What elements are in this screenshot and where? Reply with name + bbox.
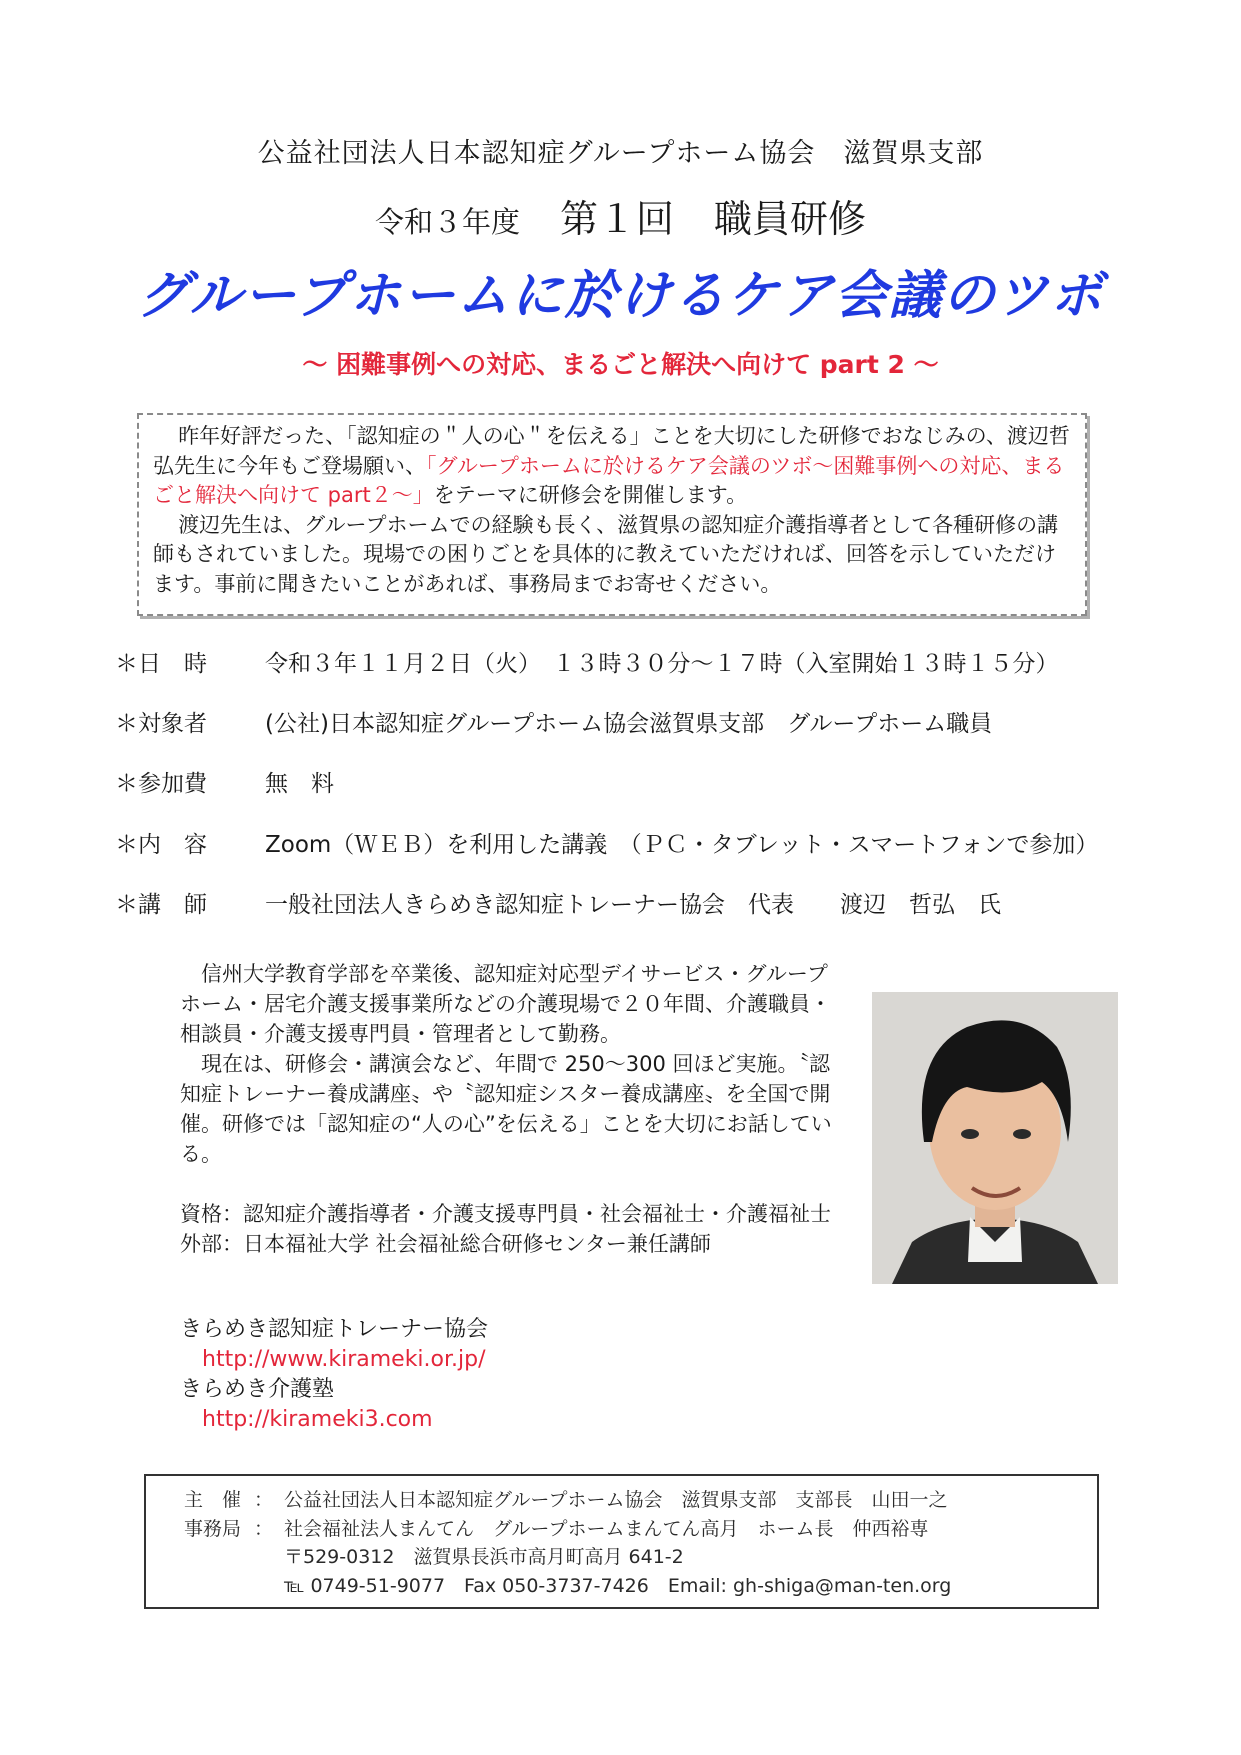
session-heading (0, 188, 1241, 243)
detail-value: 一般社団法人きらめき認知症トレーナー協会 代表 渡辺 哲弘 氏 (265, 892, 1001, 918)
footer-office-row: 事務局 ： 社会福祉法人まんてん グループホームまんてん高月 ホーム長 仲西裕専 (184, 1517, 929, 1540)
footer-address: 〒529-0312 滋賀県長浜市高月町高月 641-2 (284, 1546, 684, 1568)
contact-footer (144, 1474, 1099, 1609)
intro-theme: 「グループホームに於けるケア会議のツボ～困難事例への対応、まるごと解決へ向けて part２～」 (153, 453, 1065, 507)
event-title: グループホームに於けるケア会議のツボ (137, 266, 1104, 326)
links-section (180, 1315, 488, 1435)
bio-qualifications: 資格： 認知症介護指導者・介護支援専門員・社会福祉士・介護福祉士 (180, 1202, 831, 1226)
training-kind: 職員研修 (714, 197, 867, 241)
bio-activity: 現在は、研修会・講演会など、年間で 250～300 回ほど実施。〝認知症トレーナー養成講座〟や〝認知症シスター養成講座〟を全国で開催。研修では「認知症の“人の心”を伝える」ことを大切にお話している。 (180, 1052, 832, 1166)
bio-external: 外部： 日本福祉大学 社会福祉総合研修センター兼任講師 (180, 1232, 711, 1256)
intro-paragraph-1: 昨年好評だった、「認知症の＂人の心＂を伝える」ことを大切にした研修でおなじみの、渡辺哲弘先生に今年もご登場願い、「グループホームに於けるケア会議のツボ～困難事例への対応、まるごと解決へ向けて part２～」をテーマに研修会を開催します。 (153, 424, 1070, 507)
footer-contact: ℡ 0749-51-9077 Fax 050-3737-7426 Email: gh-shiga@man-ten.org (284, 1574, 952, 1597)
org1-name: きらめき認知症トレーナー協会 (180, 1317, 489, 1342)
lecturer-photo (872, 992, 1118, 1284)
detail-value: Zoom（ＷＥＢ）を利用した講義 （ＰＣ・タブレット・スマートフォンで参加） (265, 832, 1099, 858)
lecturer-bio (180, 959, 840, 1259)
org2-link[interactable]: http://kirameki3.com (202, 1407, 433, 1432)
intro-paragraph-2: 渡辺先生は、グループホームでの経験も長く、滋賀県の認知症介護指導者として各種研修の講師もされていました。現場での困りごとを具体的に教えていただければ、回答を示していただけます。事前に聞きたいことがあれば、事務局までお寄せください。 (153, 512, 1059, 596)
detail-value: 無 料 (265, 771, 334, 797)
session-number: 第１回 (559, 197, 674, 241)
detail-label: ＊内 容 (115, 832, 207, 858)
footer-host-row: 主 催 ： 公益社団法人日本認知症グループホーム協会 滋賀県支部 支部長 山田一之 (184, 1489, 948, 1511)
detail-label: ＊講 師 (115, 892, 207, 918)
org1-link[interactable]: http://www.kirameki.or.jp/ (202, 1347, 486, 1372)
bio-career: 信州大学教育学部を卒業後、認知症対応型デイサービス・グループホーム・居宅介護支援事業所などの介護現場で２０年間、介護職員・相談員・介護支援専門員・管理者として勤務。 (180, 962, 831, 1046)
detail-value: 令和３年１１月２日（火） １３時３０分～１７時（入室開始１３時１５分） (265, 651, 1059, 677)
intro-box (137, 413, 1087, 616)
detail-value: (公社)日本認知症グループホーム協会滋賀県支部 グループホーム職員 (265, 711, 993, 737)
organization-heading: 公益社団法人日本認知症グループホーム協会 滋賀県支部 (257, 138, 984, 169)
detail-label: ＊日 時 (115, 651, 207, 677)
fiscal-year: 令和３年度 (374, 205, 520, 239)
detail-label: ＊参加費 (115, 771, 207, 797)
org2-name: きらめき介護塾 (180, 1377, 335, 1402)
detail-label: ＊対象者 (115, 711, 207, 737)
event-subtitle: ～ 困難事例への対応、まるごと解決へ向けて part 2 ～ (302, 350, 939, 379)
